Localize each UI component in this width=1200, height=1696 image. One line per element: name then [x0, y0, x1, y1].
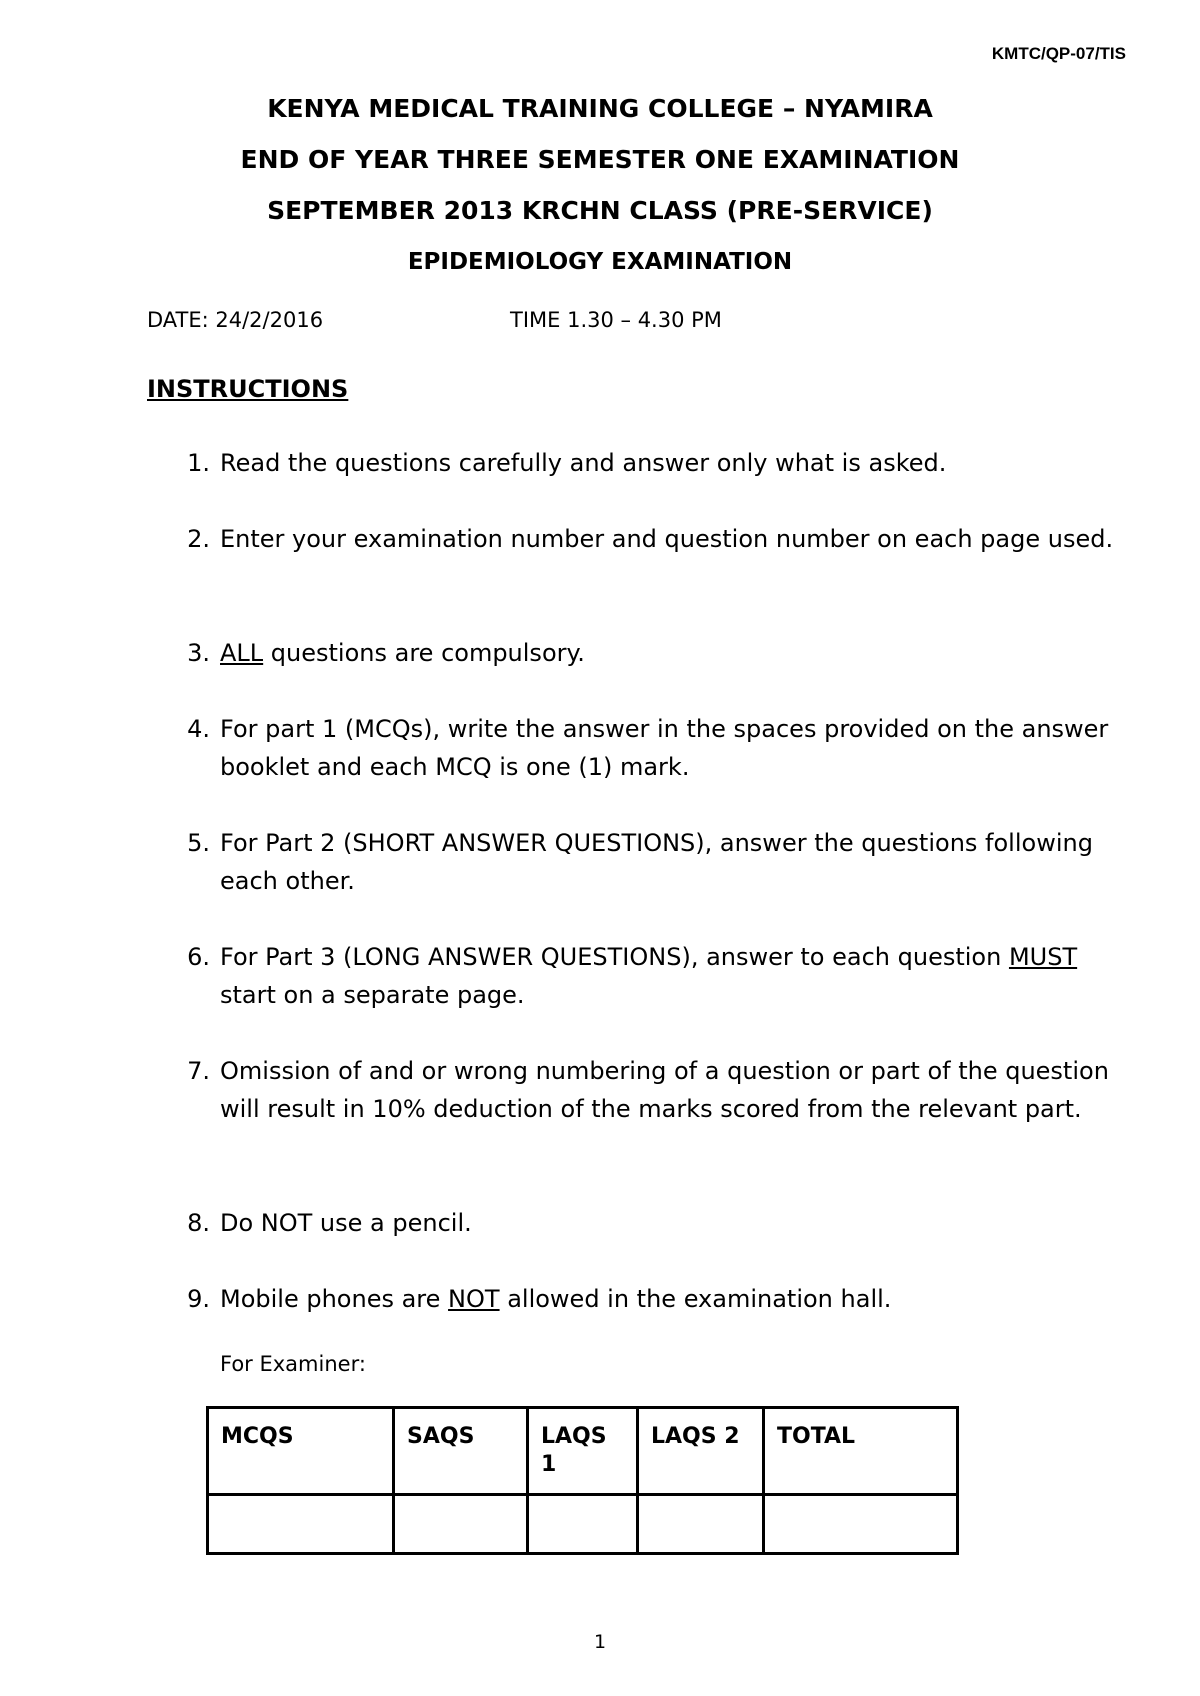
emphasis-underline: ALL: [220, 639, 264, 667]
marks-entry-row: [208, 1495, 958, 1554]
column-header-laqs-1: LAQS 1: [528, 1408, 638, 1495]
college-title: KENYA MEDICAL TRAINING COLLEGE – NYAMIRA: [267, 94, 933, 123]
page-number: 1: [593, 1631, 607, 1653]
instruction-text: For Part 3 (LONG ANSWER QUESTIONS), answer to each question MUST start on a separate page.: [220, 943, 1078, 1009]
emphasis-underline: NOT: [448, 1285, 500, 1313]
instruction-number: 2.: [187, 525, 210, 553]
instruction-number: 3.: [187, 639, 210, 667]
laqs-1-mark-cell: [528, 1495, 638, 1554]
instruction-text: ALL questions are compulsory.: [220, 639, 585, 667]
column-header-saqs: SAQS: [394, 1408, 528, 1495]
mcqs-mark-cell: [208, 1495, 394, 1554]
instruction-text: Omission of and or wrong numbering of a question or part of the question will result in 10% deduction of the marks scored from the relevant part.: [220, 1057, 1109, 1123]
examiner-marks-table: [206, 1406, 959, 1555]
instruction-number: 5.: [187, 829, 210, 857]
instruction-text: Do NOT use a pencil.: [220, 1209, 472, 1237]
instruction-number: 1.: [187, 449, 210, 477]
instruction-number: 6.: [187, 943, 210, 971]
instruction-number: 7.: [187, 1057, 210, 1085]
instruction-text: Mobile phones are NOT allowed in the examination hall.: [220, 1285, 892, 1313]
subject-title: EPIDEMIOLOGY EXAMINATION: [407, 249, 793, 275]
instruction-text: Read the questions carefully and answer only what is asked.: [220, 449, 947, 477]
laqs-2-mark-cell: [638, 1495, 764, 1554]
instructions-heading: INSTRUCTIONS: [147, 375, 349, 403]
exam-title: END OF YEAR THREE SEMESTER ONE EXAMINATION: [240, 145, 960, 174]
table-header-row: [208, 1408, 958, 1495]
instruction-number: 8.: [187, 1209, 210, 1237]
title-block: [0, 92, 1200, 296]
instruction-number: 4.: [187, 715, 210, 743]
class-title: SEPTEMBER 2013 KRCHN CLASS (PRE-SERVICE): [267, 196, 933, 225]
examiner-label: For Examiner:: [220, 1352, 366, 1376]
column-header-laqs-2: LAQS 2: [638, 1408, 764, 1495]
instruction-text: For Part 2 (SHORT ANSWER QUESTIONS), answer the questions following each other.: [220, 829, 1093, 895]
column-header-total: TOTAL: [764, 1408, 958, 1495]
total-mark-cell: [764, 1495, 958, 1554]
emphasis-underline: MUST: [1008, 943, 1078, 971]
column-header-mcqs: MCQS: [208, 1408, 394, 1495]
document-code: KMTC/QP-07/TIS: [991, 44, 1126, 63]
exam-time: TIME 1.30 – 4.30 PM: [510, 308, 722, 332]
instruction-text: Enter your examination number and question number on each page used.: [220, 525, 1114, 553]
saqs-mark-cell: [394, 1495, 528, 1554]
instruction-number: 9.: [187, 1285, 210, 1313]
exam-date: DATE: 24/2/2016: [147, 308, 324, 332]
instruction-text: For part 1 (MCQs), write the answer in the spaces provided on the answer booklet and each MCQ is one (1) mark.: [220, 715, 1109, 781]
